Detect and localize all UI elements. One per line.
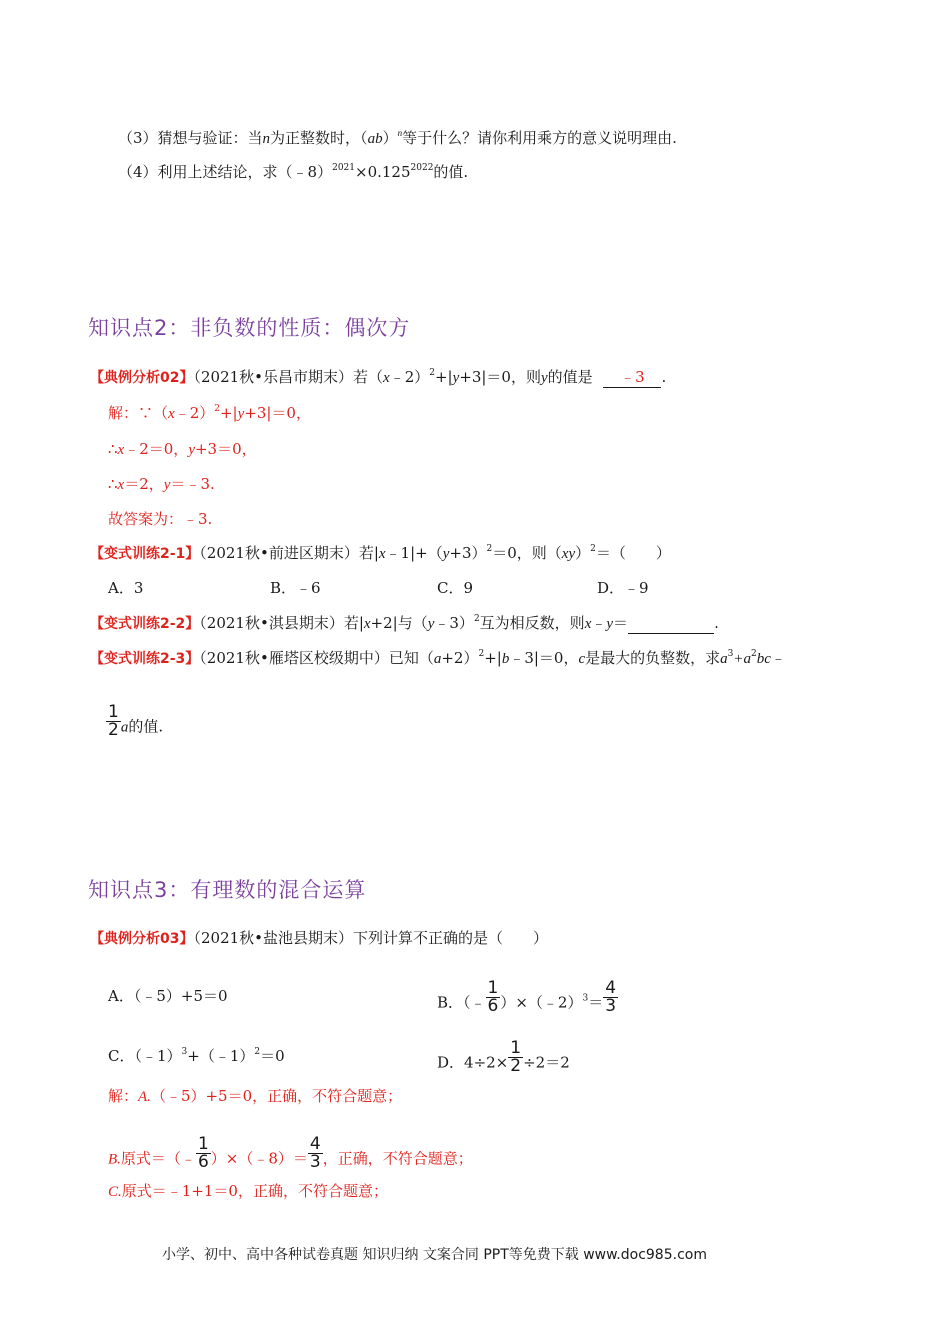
text: ＝ [613, 614, 629, 632]
text: （2021秋•盐池县期末）下列计算不正确的是（ ） [193, 929, 549, 947]
text: +（﹣1） [187, 1047, 255, 1065]
text: （2021秋•淇县期末）若| [199, 614, 364, 632]
text: 互为相反数，则 [479, 614, 585, 632]
text: 的值是 [547, 368, 593, 386]
section-heading-2: 知识点2：非负数的性质：偶次方 [88, 316, 411, 340]
option-a: A．3 [108, 579, 144, 597]
variant-2-1 [90, 543, 671, 564]
text: 原式＝﹣1+1＝0，正确，不符合题意； [121, 1182, 388, 1200]
numerator: 1 [487, 978, 499, 998]
section-heading-3: 知识点3：有理数的混合运算 [88, 878, 367, 902]
fraction [106, 704, 121, 739]
text: ﹣2） [174, 404, 215, 422]
example-02 [90, 367, 666, 388]
text: （2021秋•乐昌市期末）若（ [193, 368, 384, 386]
solution-line-3 [108, 474, 215, 495]
text: ﹣ [591, 614, 607, 632]
text: ＝0 [260, 1047, 285, 1065]
text: ＝2， [124, 475, 164, 493]
var-x: x [383, 370, 390, 386]
var-c: c [578, 651, 586, 667]
q3-text: （3）猜想与验证：当 [118, 129, 263, 147]
solution03-line-2 [108, 1134, 473, 1177]
denominator: 6 [487, 996, 499, 1016]
var-y: y [237, 406, 245, 422]
exponent: 2022 [410, 163, 434, 173]
numerator: 4 [309, 1134, 321, 1154]
text: +3） [449, 544, 487, 562]
fraction [508, 1040, 523, 1075]
var-y: y [452, 370, 460, 386]
example-03 [90, 928, 548, 949]
term: +a [733, 651, 752, 667]
solution03-line-3 [108, 1181, 388, 1202]
option-label: B. [108, 1151, 121, 1168]
denominator: 2 [510, 1056, 522, 1076]
var-y: y [163, 477, 171, 493]
var-y: y [188, 442, 195, 458]
fraction [308, 1136, 323, 1171]
text: （2021秋•前进区期末）若| [199, 544, 379, 562]
text: +| [434, 368, 453, 386]
exponent: 2 [478, 649, 485, 659]
numerator: 4 [605, 978, 617, 998]
question-3 [118, 128, 677, 149]
text: ﹣3|＝0， [509, 649, 579, 667]
text: ＝ [588, 993, 604, 1012]
text: 解： [108, 1087, 139, 1105]
text: ﹣1|+（ [385, 544, 443, 562]
option-c: C．9 [437, 579, 474, 597]
denominator: 3 [605, 996, 617, 1016]
q4-text: ×0.125 [355, 163, 411, 181]
var-a: a [433, 651, 442, 667]
text: ）×（﹣8）＝ [210, 1149, 308, 1168]
solution-line-2 [108, 439, 257, 460]
text: ﹣2＝0， [124, 440, 189, 458]
var-x: x [378, 546, 386, 562]
text: ∴ [108, 440, 118, 458]
q3-text: ） [382, 129, 398, 147]
text: . [661, 368, 667, 386]
text: +3|＝0，则 [459, 368, 541, 386]
example-tag: 【典例分析02】 [90, 370, 194, 386]
text: ﹣ [770, 649, 786, 667]
solution-line-1 [108, 403, 311, 424]
var-xy: xy [561, 546, 576, 562]
q4-text: （4）利用上述结论，求（﹣8） [118, 163, 333, 181]
exponent: 2 [486, 544, 493, 554]
text: ﹣2） [389, 368, 430, 386]
exponent-n: n [397, 128, 403, 138]
text: ＝﹣3. [170, 475, 215, 493]
text: +2|与（ [370, 614, 428, 632]
q4-text: 的值. [433, 163, 469, 181]
q3-text: 等于什么？请你利用乘方的意义说明理由. [402, 129, 677, 147]
var-ab: ab [367, 131, 383, 147]
var-n: n [262, 131, 271, 147]
variant-2-3-tail [106, 702, 164, 745]
text: ） [575, 544, 591, 562]
text: +3＝0， [194, 440, 257, 458]
var-y: y [442, 546, 450, 562]
text: ＝0，则（ [492, 544, 562, 562]
text: 解：∵（ [108, 404, 169, 422]
denominator: 3 [309, 1152, 321, 1172]
answer-blank[interactable] [628, 613, 714, 634]
text: D．4÷2× [437, 1053, 509, 1072]
exponent: 2 [473, 614, 480, 624]
var-x: x [117, 477, 125, 493]
text: +3|＝0， [244, 404, 311, 422]
text: +| [484, 649, 502, 667]
var-x: x [168, 406, 175, 422]
text: 是最大的负整数，求 [585, 649, 721, 667]
var-x: x [584, 616, 592, 632]
numerator: 1 [197, 1134, 209, 1154]
example-tag: 【典例分析03】 [90, 931, 194, 947]
text: 原式＝（﹣ [120, 1149, 196, 1168]
fraction [486, 980, 501, 1015]
option-b: B．﹣6 [270, 579, 321, 597]
var-y: y [540, 370, 548, 386]
text: ∴ [108, 475, 118, 493]
text: ＝（ ） [595, 544, 671, 562]
solution-line-4: 故答案为：﹣3. [108, 510, 213, 528]
text: B．（﹣ [437, 993, 486, 1012]
denominator: 2 [108, 720, 119, 740]
text: ﹣3） [434, 614, 474, 632]
choice-d [437, 1038, 570, 1081]
text: （﹣5）+5＝0，正确，不符合题意； [150, 1087, 403, 1105]
text: . [714, 614, 719, 632]
var-a: a [120, 719, 129, 736]
choice-a: A．（﹣5）+5＝0 [108, 987, 228, 1005]
denominator: 6 [197, 1152, 209, 1172]
option-d: D．﹣9 [597, 579, 649, 597]
choice-c [108, 1046, 285, 1066]
exponent: 3 [727, 649, 734, 659]
choice-b [437, 978, 618, 1021]
var-x: x [363, 616, 371, 632]
variant-tag: 【变式训练2-1】 [90, 546, 200, 562]
exponent: 2 [590, 544, 596, 554]
option-label: C. [108, 1184, 122, 1200]
answer-blank: ﹣3 [620, 368, 645, 386]
text: +2） [441, 649, 479, 667]
exponent: 2 [751, 649, 757, 659]
exponent: 3 [181, 1047, 188, 1057]
var-a: a [720, 651, 728, 667]
page-footer: 小学、初中、高中各种试卷真题 知识归纳 文案合同 PPT等免费下载 www.doc985.com [162, 1247, 707, 1263]
solution03-line-1 [108, 1086, 402, 1107]
question-4 [118, 162, 468, 182]
variant-2-2 [90, 613, 719, 634]
exponent: 3 [582, 993, 589, 1004]
text: （2021秋•雁塔区校级期中）已知（ [199, 649, 434, 667]
fraction [603, 980, 618, 1015]
numerator: 1 [108, 702, 119, 722]
variant-tag: 【变式训练2-3】 [90, 651, 200, 667]
variant-2-3 [90, 648, 786, 669]
exponent: 2 [254, 1047, 261, 1057]
var-y: y [427, 616, 435, 632]
exponent: 2 [214, 404, 220, 414]
fraction [196, 1136, 211, 1171]
option-label: A. [138, 1089, 151, 1105]
text: 的值. [128, 717, 164, 736]
text: C．（﹣1） [108, 1047, 182, 1065]
var-y: y [606, 616, 614, 632]
q3-text: 为正整数时，（ [270, 129, 368, 147]
var-b: b [501, 651, 510, 667]
text: ÷2＝2 [523, 1053, 570, 1072]
exponent: 2021 [332, 163, 355, 173]
numerator: 1 [510, 1038, 522, 1058]
var-x: x [117, 442, 125, 458]
variant-tag: 【变式训练2-2】 [90, 616, 200, 632]
text: +| [219, 404, 238, 422]
term: bc [756, 651, 771, 667]
text: ）×（﹣2） [500, 993, 583, 1012]
exponent: 2 [429, 368, 435, 378]
text: ，正确，不符合题意； [322, 1149, 473, 1168]
